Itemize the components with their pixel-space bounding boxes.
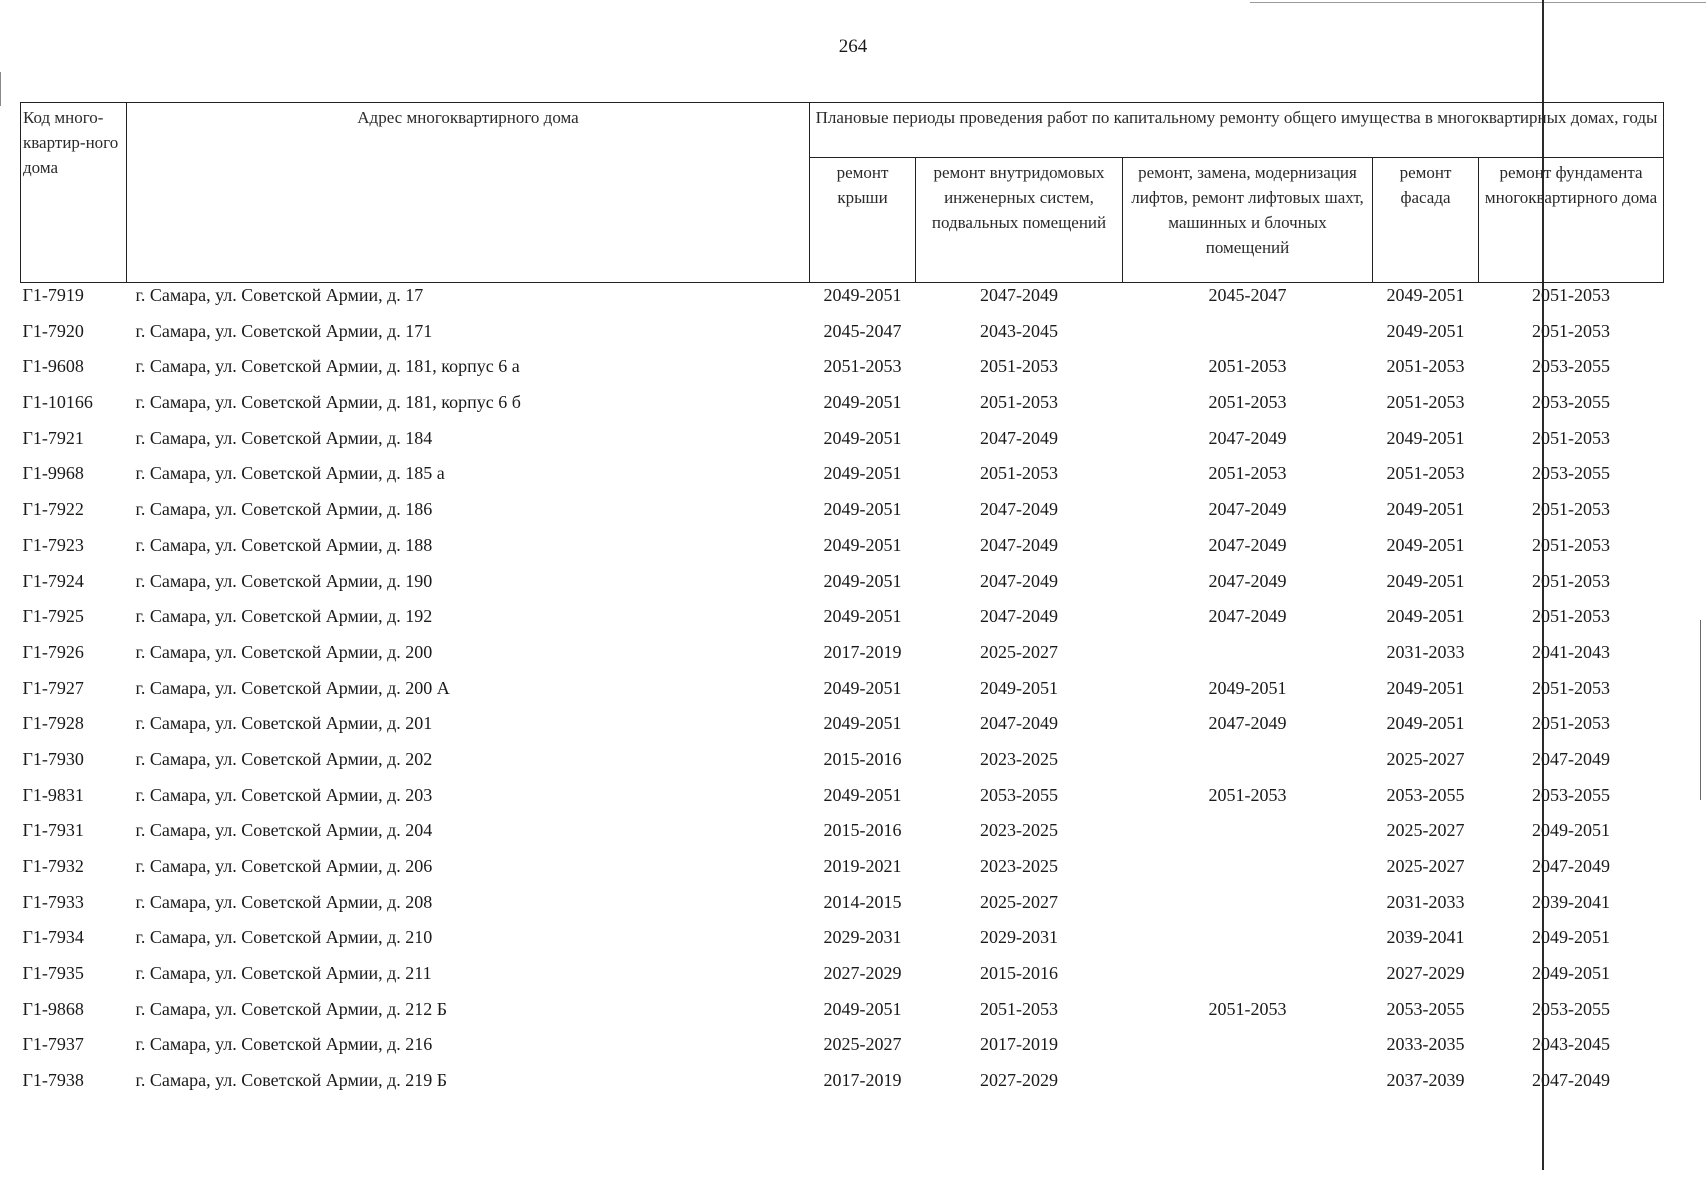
building-code: Г1-7933 [22, 891, 84, 912]
facade-period: 2049-2051 [1386, 534, 1465, 555]
facade-period: 2051-2053 [1386, 356, 1465, 377]
building-code: Г1-7927 [22, 677, 84, 698]
table-row [21, 997, 1664, 1033]
building-code: Г1-7932 [22, 856, 84, 876]
foundation-period: 2051-2053 [1532, 320, 1611, 341]
systems-period: 2047-2049 [980, 606, 1058, 627]
foundation-period: 2051-2053 [1532, 606, 1611, 627]
lifts-period [1123, 818, 1373, 854]
systems-period: 2047-2049 [980, 285, 1058, 305]
lifts-period: 2051-2053 [1208, 356, 1287, 377]
scan-artifact-top [1250, 2, 1706, 3]
building-address: г. Самара, ул. Советской Армии, д. 17 [135, 285, 424, 305]
header-roof: ремонт крыши [810, 158, 916, 283]
systems-period: 2051-2053 [980, 356, 1058, 377]
building-address: г. Самара, ул. Советской Армии, д. 208 [135, 891, 433, 912]
lifts-period: 2047-2049 [1208, 427, 1287, 448]
facade-period: 2049-2051 [1386, 499, 1465, 520]
lifts-period [1123, 747, 1373, 783]
roof-period: 2049-2051 [823, 463, 902, 484]
systems-period: 2027-2029 [980, 1070, 1058, 1091]
header-foundation: ремонт фундамента многоквартирного дома [1479, 158, 1664, 283]
foundation-period: 2051-2053 [1532, 713, 1611, 734]
building-code: Г1-7937 [22, 1034, 84, 1055]
building-code: Г1-7934 [22, 927, 84, 948]
facade-period: 2033-2035 [1386, 1034, 1465, 1055]
roof-period: 2049-2051 [823, 784, 902, 805]
building-code: Г1-7938 [22, 1070, 84, 1091]
lifts-period [1123, 925, 1373, 961]
systems-period: 2049-2051 [980, 677, 1058, 698]
lifts-period: 2051-2053 [1208, 998, 1287, 1019]
table-row [21, 319, 1664, 355]
facade-period: 2031-2033 [1386, 641, 1465, 662]
building-code: Г1-7922 [22, 499, 84, 520]
building-code: Г1-9608 [22, 356, 84, 377]
header-lifts: ремонт, замена, модернизация лифтов, ремонт лифтовых шахт, машинных и блочных помещений [1123, 158, 1373, 283]
building-code: Г1-7919 [22, 285, 84, 305]
table-row [21, 283, 1664, 319]
lifts-period: 2047-2049 [1208, 606, 1287, 627]
building-address: г. Самара, ул. Советской Армии, д. 200 А [135, 677, 450, 698]
building-address: г. Самара, ул. Советской Армии, д. 206 [135, 856, 433, 876]
foundation-period: 2039-2041 [1532, 891, 1611, 912]
page-number: 264 [838, 36, 868, 57]
foundation-period: 2053-2055 [1532, 356, 1611, 377]
systems-period: 2051-2053 [980, 463, 1058, 484]
foundation-period: 2051-2053 [1532, 570, 1611, 591]
table-row [21, 569, 1664, 605]
foundation-period: 2041-2043 [1532, 641, 1611, 662]
foundation-period: 2051-2053 [1532, 677, 1611, 698]
systems-period: 2023-2025 [980, 820, 1058, 841]
foundation-period: 2049-2051 [1532, 820, 1611, 841]
table-row [21, 497, 1664, 533]
roof-period: 2049-2051 [823, 534, 902, 555]
roof-period: 2025-2027 [823, 1034, 902, 1055]
building-code: Г1-9968 [22, 463, 84, 484]
building-address: г. Самара, ул. Советской Армии, д. 186 [135, 499, 433, 520]
foundation-period: 2049-2051 [1532, 927, 1611, 948]
building-address: г. Самара, ул. Советской Армии, д. 184 [135, 427, 433, 448]
facade-period: 2053-2055 [1386, 998, 1465, 1019]
table-row [21, 604, 1664, 640]
foundation-period: 2051-2053 [1532, 499, 1611, 520]
facade-period: 2027-2029 [1386, 963, 1465, 984]
table-row [21, 676, 1664, 712]
building-address: г. Самара, ул. Советской Армии, д. 210 [135, 927, 433, 948]
systems-period: 2047-2049 [980, 570, 1058, 591]
building-address: г. Самара, ул. Советской Армии, д. 219 Б [135, 1070, 448, 1091]
systems-period: 2023-2025 [980, 748, 1058, 769]
building-address: г. Самара, ул. Советской Армии, д. 181, корпус 6 б [135, 392, 521, 413]
roof-period: 2017-2019 [823, 641, 902, 662]
foundation-period: 2051-2053 [1532, 285, 1611, 305]
systems-period: 2029-2031 [980, 927, 1058, 948]
foundation-period: 2053-2055 [1532, 392, 1611, 413]
facade-period: 2049-2051 [1386, 677, 1465, 698]
building-code: Г1-9868 [22, 998, 84, 1019]
lifts-period: 2049-2051 [1208, 677, 1287, 698]
systems-period: 2047-2049 [980, 427, 1058, 448]
roof-period: 2014-2015 [823, 891, 902, 912]
foundation-period: 2051-2053 [1532, 534, 1611, 555]
building-address: г. Самара, ул. Советской Армии, д. 203 [135, 784, 433, 805]
building-code: Г1-7920 [22, 320, 84, 341]
roof-period: 2017-2019 [823, 1070, 902, 1091]
lifts-period [1123, 1068, 1373, 1104]
building-code: Г1-7924 [22, 570, 84, 591]
building-address: г. Самара, ул. Советской Армии, д. 212 Б [135, 998, 448, 1019]
facade-period: 2049-2051 [1386, 606, 1465, 627]
roof-period: 2049-2051 [823, 677, 902, 698]
facade-period: 2031-2033 [1386, 891, 1465, 912]
building-address: г. Самара, ул. Советской Армии, д. 216 [135, 1034, 433, 1055]
repair-schedule-table [20, 102, 1664, 1104]
systems-period: 2047-2049 [980, 534, 1058, 555]
building-address: г. Самара, ул. Советской Армии, д. 171 [135, 320, 433, 341]
lifts-period: 2047-2049 [1208, 499, 1287, 520]
roof-period: 2049-2051 [823, 570, 902, 591]
systems-period: 2053-2055 [980, 784, 1058, 805]
lifts-period: 2047-2049 [1208, 534, 1287, 555]
roof-period: 2015-2016 [823, 748, 902, 769]
lifts-period [1123, 961, 1373, 997]
table-row [21, 1032, 1664, 1068]
building-code: Г1-7925 [22, 606, 84, 627]
table-row [21, 640, 1664, 676]
foundation-period: 2043-2045 [1532, 1034, 1611, 1055]
facade-period: 2049-2051 [1386, 285, 1465, 305]
facade-period: 2051-2053 [1386, 392, 1465, 413]
table-row [21, 854, 1664, 890]
table-row [21, 961, 1664, 997]
foundation-period: 2051-2053 [1532, 427, 1611, 448]
facade-period: 2051-2053 [1386, 463, 1465, 484]
facade-period: 2053-2055 [1386, 784, 1465, 805]
facade-period: 2049-2051 [1386, 570, 1465, 591]
lifts-period: 2045-2047 [1208, 285, 1287, 305]
building-address: г. Самара, ул. Советской Армии, д. 190 [135, 570, 433, 591]
building-code: Г1-9831 [22, 784, 84, 805]
systems-period: 2047-2049 [980, 713, 1058, 734]
table-row [21, 354, 1664, 390]
building-code: Г1-7926 [22, 641, 84, 662]
systems-period: 2051-2053 [980, 392, 1058, 413]
building-code: Г1-7923 [22, 534, 84, 555]
lifts-period [1123, 890, 1373, 926]
systems-period: 2025-2027 [980, 641, 1058, 662]
systems-period: 2023-2025 [980, 856, 1058, 876]
table-row [21, 783, 1664, 819]
building-address: г. Самара, ул. Советской Армии, д. 200 [135, 641, 433, 662]
roof-period: 2015-2016 [823, 820, 902, 841]
foundation-period: 2047-2049 [1532, 748, 1611, 769]
roof-period: 2049-2051 [823, 427, 902, 448]
header-code: Код много-квартир-ного дома [21, 103, 127, 283]
scan-artifact-left [0, 72, 1, 106]
facade-period: 2025-2027 [1386, 748, 1465, 769]
table-row [21, 711, 1664, 747]
foundation-period: 2053-2055 [1532, 998, 1611, 1019]
systems-period: 2015-2016 [980, 963, 1058, 984]
facade-period: 2049-2051 [1386, 320, 1465, 341]
foundation-period: 2047-2049 [1532, 856, 1611, 876]
facade-period: 2037-2039 [1386, 1070, 1465, 1091]
systems-period: 2047-2049 [980, 499, 1058, 520]
building-address: г. Самара, ул. Советской Армии, д. 185 а [135, 463, 445, 484]
table-row [21, 747, 1664, 783]
header-systems: ремонт внутридомовых инженерных систем, подвальных помещений [916, 158, 1123, 283]
foundation-period: 2053-2055 [1532, 463, 1611, 484]
table-row [21, 533, 1664, 569]
table-row [21, 818, 1664, 854]
table-row [21, 890, 1664, 926]
table-row [21, 461, 1664, 497]
lifts-period [1123, 640, 1373, 676]
building-address: г. Самара, ул. Советской Армии, д. 188 [135, 534, 433, 555]
systems-period: 2017-2019 [980, 1034, 1058, 1055]
table-row [21, 925, 1664, 961]
systems-period: 2051-2053 [980, 998, 1058, 1019]
header-facade: ремонт фасада [1373, 158, 1479, 283]
building-address: г. Самара, ул. Советской Армии, д. 201 [135, 713, 433, 734]
roof-period: 2045-2047 [823, 320, 902, 341]
foundation-period: 2049-2051 [1532, 963, 1611, 984]
building-code: Г1-7931 [22, 820, 84, 841]
scan-artifact-right [1700, 620, 1701, 800]
systems-period: 2043-2045 [980, 320, 1058, 341]
lifts-period: 2051-2053 [1208, 463, 1287, 484]
roof-period: 2049-2051 [823, 392, 902, 413]
lifts-period [1123, 1032, 1373, 1068]
facade-period: 2039-2041 [1386, 927, 1465, 948]
roof-period: 2019-2021 [823, 856, 902, 876]
building-code: Г1-10166 [22, 392, 93, 413]
lifts-period: 2047-2049 [1208, 713, 1287, 734]
lifts-period: 2051-2053 [1208, 392, 1287, 413]
building-address: г. Самара, ул. Советской Армии, д. 211 [135, 963, 432, 984]
roof-period: 2049-2051 [823, 998, 902, 1019]
facade-period: 2049-2051 [1386, 427, 1465, 448]
table-row [21, 426, 1664, 462]
roof-period: 2029-2031 [823, 927, 902, 948]
roof-period: 2049-2051 [823, 606, 902, 627]
table-row [21, 1068, 1664, 1104]
foundation-period: 2047-2049 [1532, 1070, 1611, 1091]
building-code: Г1-7935 [22, 963, 84, 984]
table-row [21, 390, 1664, 426]
header-periods: Плановые периоды проведения работ по капитальному ремонту общего имущества в многоквартирных домах, годы [810, 103, 1664, 158]
lifts-period [1123, 319, 1373, 355]
building-address: г. Самара, ул. Советской Армии, д. 192 [135, 606, 433, 627]
building-code: Г1-7930 [22, 748, 84, 769]
roof-period: 2051-2053 [823, 356, 902, 377]
facade-period: 2025-2027 [1386, 856, 1465, 876]
building-code: Г1-7928 [22, 713, 84, 734]
lifts-period: 2051-2053 [1208, 784, 1287, 805]
building-address: г. Самара, ул. Советской Армии, д. 181, корпус 6 а [135, 356, 520, 377]
systems-period: 2025-2027 [980, 891, 1058, 912]
lifts-period [1123, 854, 1373, 890]
building-address: г. Самара, ул. Советской Армии, д. 204 [135, 820, 433, 841]
facade-period: 2025-2027 [1386, 820, 1465, 841]
header-address: Адрес многоквартирного дома [127, 103, 810, 283]
roof-period: 2049-2051 [823, 713, 902, 734]
facade-period: 2049-2051 [1386, 713, 1465, 734]
roof-period: 2049-2051 [823, 285, 902, 305]
roof-period: 2049-2051 [823, 499, 902, 520]
table-body [21, 283, 1664, 1104]
foundation-period: 2053-2055 [1532, 784, 1611, 805]
building-code: Г1-7921 [22, 427, 84, 448]
roof-period: 2027-2029 [823, 963, 902, 984]
building-address: г. Самара, ул. Советской Армии, д. 202 [135, 748, 433, 769]
lifts-period: 2047-2049 [1208, 570, 1287, 591]
